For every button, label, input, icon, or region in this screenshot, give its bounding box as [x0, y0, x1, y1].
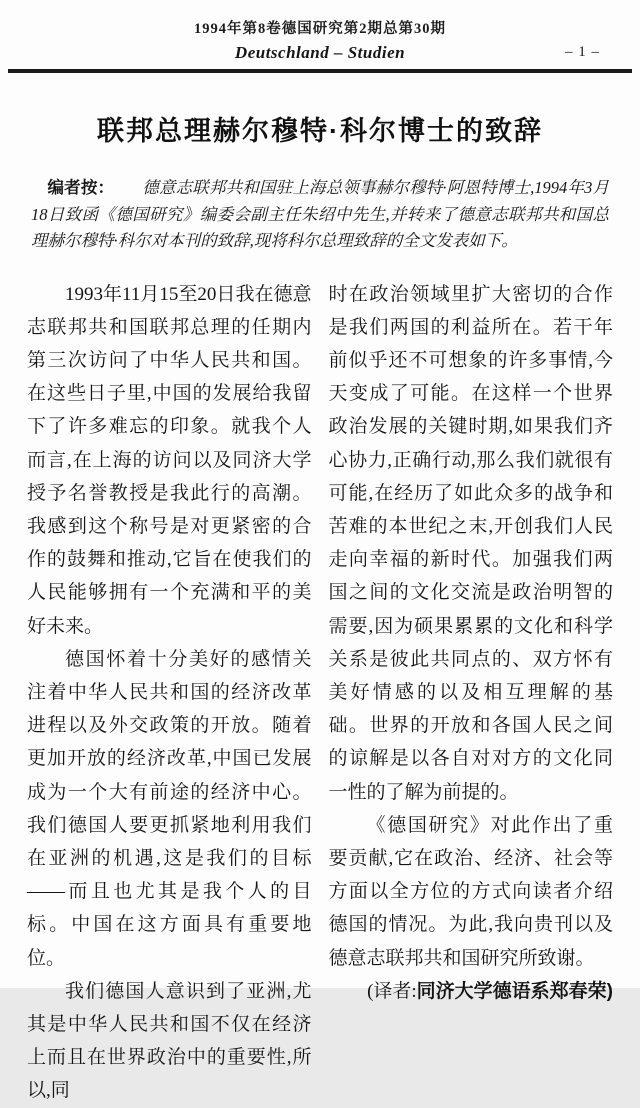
page-header [0, 0, 640, 73]
paragraph-2: 德国怀着十分美好的感情关注着中华人民共和国的经济改革进程以及外交政策的开放。随着更加开放的经济改革,中国已发展成为一个大有前途的经济中心。我们德国人要更抓紧地利用我们在亚洲的机遇,这是我们的目标——而且也尤其是我个人的目标。中国在这方面具有重要地位。 [27, 648, 312, 969]
article-title: 联邦总理赫尔穆特·科尔博士的致辞 [97, 116, 543, 146]
header-rule [8, 69, 632, 73]
issue-line: 1994年第8卷德国研究第2期总第30期 [194, 21, 446, 37]
right-column [329, 278, 614, 1108]
paragraph-4: 《德国研究》对此作出了重要贡献,它在政治、经济、社会等方面以全方位的方式向读者介绍德国的情况。为此,我向贵刊以及德意志联邦共和国研究所致谢。 [328, 814, 613, 969]
translator-line [329, 975, 614, 1008]
paragraph-1: 1993年11月15至20日我在德意志联邦共和国联邦总理的任期内第三次访问了中华人民共和国。在这些日子里,中国的发展给我留下了许多难忘的印象。就我个人而言,在上海的访问以及同济大学授予名誉教授是我此行的高潮。我感到这个称号是对更紧密的合作的鼓舞和推动,它旨在使我们的人民能够拥有一个充满和平的美好未来。 [27, 283, 312, 637]
translator-name: 同济大学德语系郑春荣) [416, 980, 613, 1002]
page-number: – 1 – [565, 44, 600, 60]
editor-note-text: 德意志联邦共和国驻上海总领事赫尔穆特·阿恩特博士,1994年3月18日致函《德国研究》编委会副主任朱绍中先生,并转来了德意志联邦共和国总理赫尔穆特·科尔对本刊的致辞,现将科尔总理致辞的全文发表如下。 [31, 178, 610, 250]
paragraph-3-continuation: 时在政治领域里扩大密切的合作是我们两国的利益所在。若干年前似乎还不可想象的许多事情,今天变成了可能。在这样一个世界政治发展的关键时期,如果我们齐心协力,正确行动,那么我们就很有可能,在经历了如此众多的战争和苦难的本世纪之末,开创我们人民走向幸福的新时代。加强我们两国之间的文化交流是政治明智的需要,因为硕果累累的文化和科学关系是彼此共同点的、双方怀有美好情感的以及相互理解的基础。世界的开放和各国人民之间的谅解是以各自对对方的文化同一性的了解为前提的。 [328, 283, 613, 803]
article-body [27, 278, 613, 1108]
translator-prefix: (译者: [367, 980, 417, 1002]
left-column [27, 278, 312, 1108]
journal-row [0, 43, 640, 65]
editor-note [31, 175, 609, 255]
paragraph-3-start: 我们德国人意识到了亚洲,尤其是中华人民共和国不仅在经济上而且在世界政治中的重要性,所以,同 [27, 980, 312, 1102]
journal-name: Deutschland – Studien [234, 43, 406, 62]
editor-note-label: 编者按： [47, 179, 115, 197]
